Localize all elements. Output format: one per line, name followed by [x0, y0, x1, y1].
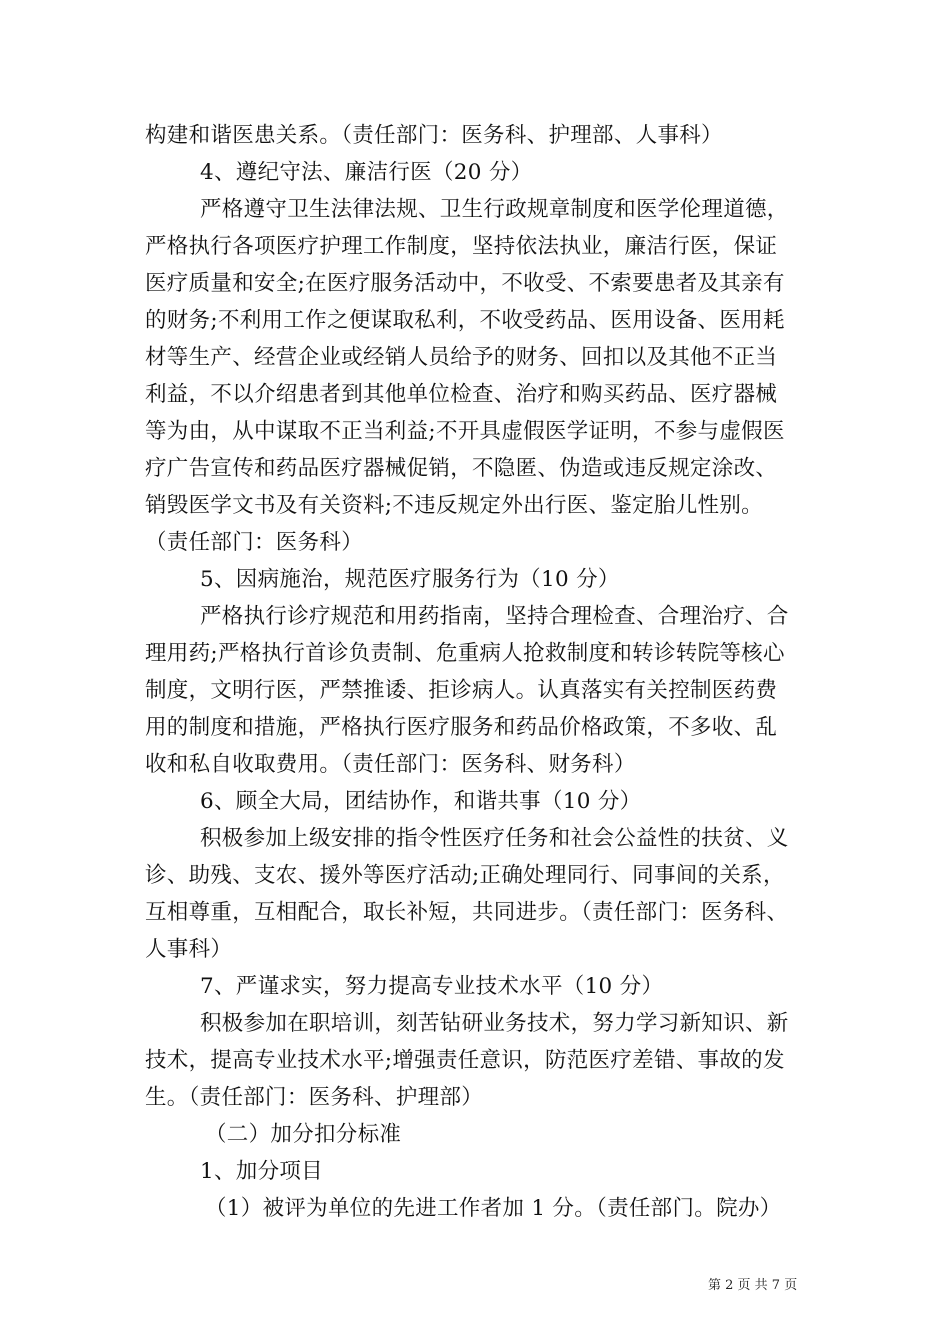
- section-heading-6: 6、顾全大局，团结协作，和谐共事（10 分）: [200, 789, 642, 814]
- body-text-line: （1）被评为单位的先进工作者加 1 分。（责任部门。院办）: [205, 1196, 782, 1221]
- subsection-heading: （二）加分扣分标准: [205, 1122, 402, 1147]
- body-text-line: 销毁医学文书及有关资料;不违反规定外出行医、鉴定胎儿性别。: [145, 493, 763, 518]
- body-text-line: 互相尊重，互相配合，取长补短，共同进步。（责任部门：医务科、: [145, 900, 789, 925]
- body-text-line: 严格执行各项医疗护理工作制度，坚持依法执业，廉洁行医，保证: [145, 234, 778, 259]
- item-heading: 1、加分项目: [200, 1159, 323, 1184]
- body-text-line: 材等生产、经营企业或经销人员给予的财务、回扣以及其他不正当: [145, 345, 778, 370]
- section-heading-5: 5、因病施治，规范医疗服务行为（10 分）: [200, 567, 620, 592]
- body-text-line: 人事科）: [145, 937, 233, 962]
- section-heading-4: 4、遵纪守法、廉洁行医（20 分）: [200, 160, 533, 185]
- body-text-line: 医疗质量和安全;在医疗服务活动中，不收受、不索要患者及其亲有: [145, 271, 785, 296]
- body-text-line: 积极参加上级安排的指令性医疗任务和社会公益性的扶贫、义: [200, 826, 789, 851]
- body-text-line: 技术，提高专业技术水平;增强责任意识，防范医疗差错、事故的发: [145, 1048, 785, 1073]
- body-text-line: 理用药;严格执行首诊负责制、危重病人抢救制度和转诊转院等核心: [145, 641, 785, 666]
- body-text-line: 用的制度和措施，严格执行医疗服务和药品价格政策，不多收、乱: [145, 715, 778, 740]
- body-text-line: 疗广告宣传和药品医疗器械促销，不隐匿、伪造或违反规定涂改、: [145, 456, 778, 481]
- page-number-footer: 第 2 页 共 7 页: [708, 1278, 798, 1293]
- body-text-line: 利益，不以介绍患者到其他单位检查、治疗和购买药品、医疗器械: [145, 382, 778, 407]
- body-text-line: 等为由，从中谋取不正当利益;不开具虚假医学证明，不参与虚假医: [145, 419, 785, 444]
- body-text-line: （责任部门：医务科）: [145, 530, 364, 555]
- body-text-line: 生。（责任部门：医务科、护理部）: [145, 1085, 484, 1110]
- body-text-line: 制度，文明行医，严禁推诿、拒诊病人。认真落实有关控制医药费: [145, 678, 778, 703]
- body-text-line: 诊、助残、支农、援外等医疗活动;正确处理同行、同事间的关系，: [145, 863, 785, 888]
- body-text-line: 积极参加在职培训，刻苦钻研业务技术，努力学习新知识、新: [200, 1011, 789, 1036]
- body-text-line: 严格执行诊疗规范和用药指南，坚持合理检查、合理治疗、合: [200, 604, 789, 629]
- section-heading-7: 7、严谨求实，努力提高专业技术水平（10 分）: [200, 974, 664, 999]
- body-text-line: 收和私自收取费用。（责任部门：医务科、财务科）: [145, 752, 636, 777]
- body-text-line: 严格遵守卫生法律法规、卫生行政规章制度和医学伦理道德，: [200, 197, 789, 222]
- body-text-line: 的财务;不利用工作之便谋取私利，不收受药品、医用设备、医用耗: [145, 308, 785, 333]
- body-text-line: 构建和谐医患关系。（责任部门：医务科、护理部、人事科）: [145, 123, 723, 148]
